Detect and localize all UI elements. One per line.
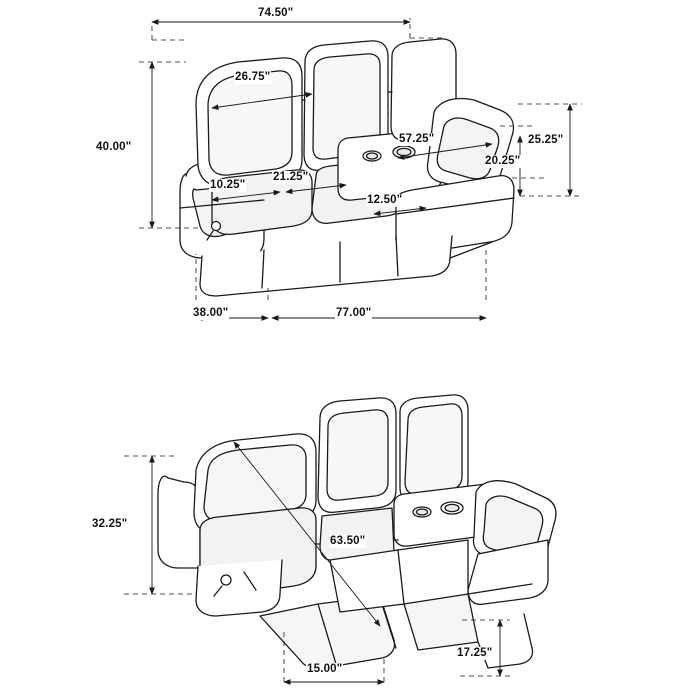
dimension-label-sofa-arm-height: 25.25"	[528, 134, 564, 146]
dimension-label-sofa-back-height: 26.75"	[235, 71, 271, 83]
dimension-label-sofa-seat-height: 20.25"	[485, 155, 521, 167]
sofa-illustration	[180, 39, 514, 296]
dimension-label-sofa-seat-width: 21.25"	[273, 171, 309, 183]
dimension-label-loveseat-reclined-depth: 63.50"	[330, 535, 366, 547]
dimension-label-loveseat-footrest-height: 17.25"	[457, 647, 493, 659]
dimension-label-sofa-depth-diagonal: 57.25"	[399, 133, 435, 145]
dimension-label-loveseat-base-width: 15.00"	[307, 663, 343, 675]
dimension-label-sofa-overall-width-top: 74.50"	[258, 7, 294, 19]
dimension-label-sofa-side-depth: 38.00"	[193, 307, 229, 319]
dimension-label-sofa-seating-width: 77.00"	[336, 307, 372, 319]
dimension-label-sofa-seat-to-floor-height: 40.00"	[96, 141, 132, 153]
loveseat-illustration	[158, 395, 556, 669]
dimension-label-loveseat-height: 32.25"	[92, 518, 128, 530]
dimension-label-sofa-arm-width: 10.25"	[210, 179, 246, 191]
dimension-label-sofa-console-width: 12.50"	[367, 194, 403, 206]
